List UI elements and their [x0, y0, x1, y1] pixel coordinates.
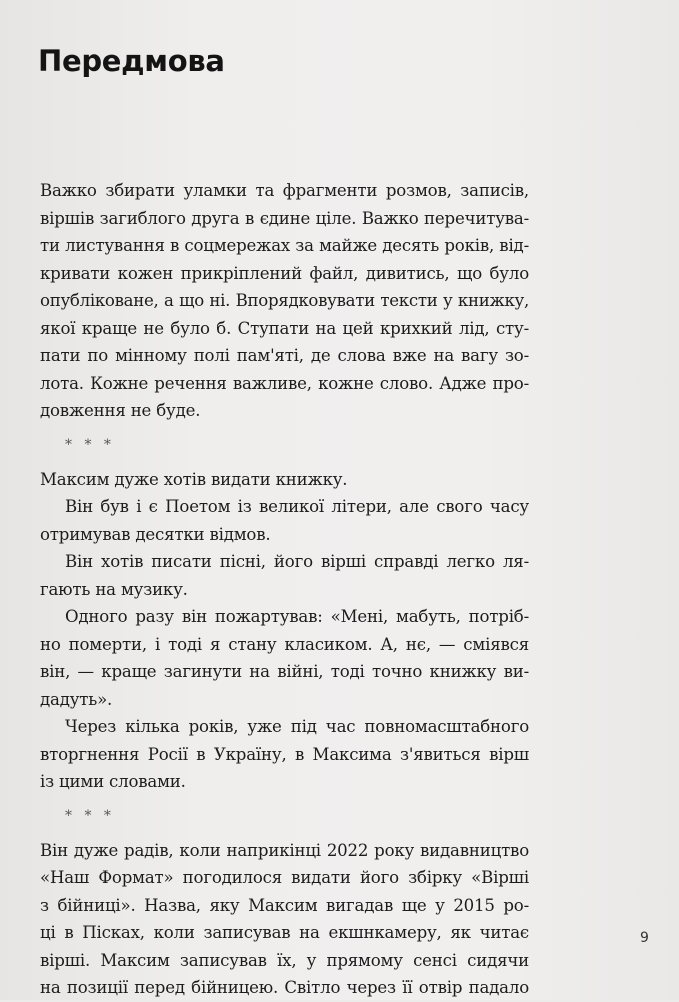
section-3 [40, 837, 529, 1002]
text-line: ці в Пісках, коли записував на екшнкамеру, як читає [40, 923, 529, 942]
text-line: опубліковане, а що ні. Впорядковувати тексти у книжку, [40, 291, 529, 310]
text-line: дадуть». [40, 689, 113, 709]
text-line: пати по мінному полі пам'яті, де слова вже на вагу зо- [40, 346, 529, 365]
text-line: гають на музику. [40, 579, 188, 599]
section-2 [40, 466, 529, 796]
text-line: він, — краще загинути на війні, тоді точно книжку ви- [40, 662, 529, 681]
text-line: но померти, і тоді я стану класиком. А, нє, — сміявся [40, 634, 529, 654]
section-separator: * * * [65, 436, 115, 453]
text-line: отримував десятки відмов. [40, 524, 271, 544]
text-line: із цими словами. [40, 772, 186, 791]
text-line: Важко збирати уламки та фрагменти розмов, записів, [40, 181, 529, 200]
text-line: ти листування в соцмережах за майже десять років, від- [40, 236, 529, 255]
body-text [40, 177, 529, 1002]
text-line: кривати кожен прикріплений файл, дивитись, що було [40, 263, 529, 283]
text-line: Він хотів писати пісні, його вірші справді легко ля- [65, 552, 529, 571]
paragraph-1 [40, 177, 529, 425]
text-line: на позиції перед бійницею. Світло через її отвір падало [40, 978, 529, 997]
text-line: вторгнення Росії в Україну, в Максима з'явиться вірш [40, 744, 529, 764]
text-line: Через кілька років, уже під час повномасштабного [65, 717, 529, 736]
text-line: Одного разу він пожартував: «Мені, мабуть, потріб- [65, 607, 529, 626]
chapter-heading: Передмова [38, 44, 225, 78]
text-line: довження не буде. [40, 401, 201, 420]
text-line: «Наш Формат» погодилося видати його збірку «Вірші [40, 868, 529, 887]
text-line: Він дуже радів, коли наприкінці 2022 року видавництво [40, 840, 529, 860]
text-line: якої краще не було б. Ступати на цей крихкий лід, сту- [40, 318, 529, 338]
text-line: з бійниці». Назва, яку Максим вигадав ще у 2015 ро- [40, 895, 529, 915]
text-line: вірші. Максим записував їх, у прямому сенсі сидячи [40, 950, 529, 970]
text-line: Він був і є Поетом із великої літери, але свого часу [65, 497, 529, 516]
text-line: Максим дуже хотів видати книжку. [40, 469, 348, 489]
text-line: віршів загиблого друга в єдине ціле. Важко перечитува- [40, 208, 529, 228]
text-line: лота. Кожне речення важливе, кожне слово. Адже про- [40, 373, 529, 393]
page-number: 9 [640, 930, 649, 946]
section-separator: * * * [65, 807, 115, 824]
